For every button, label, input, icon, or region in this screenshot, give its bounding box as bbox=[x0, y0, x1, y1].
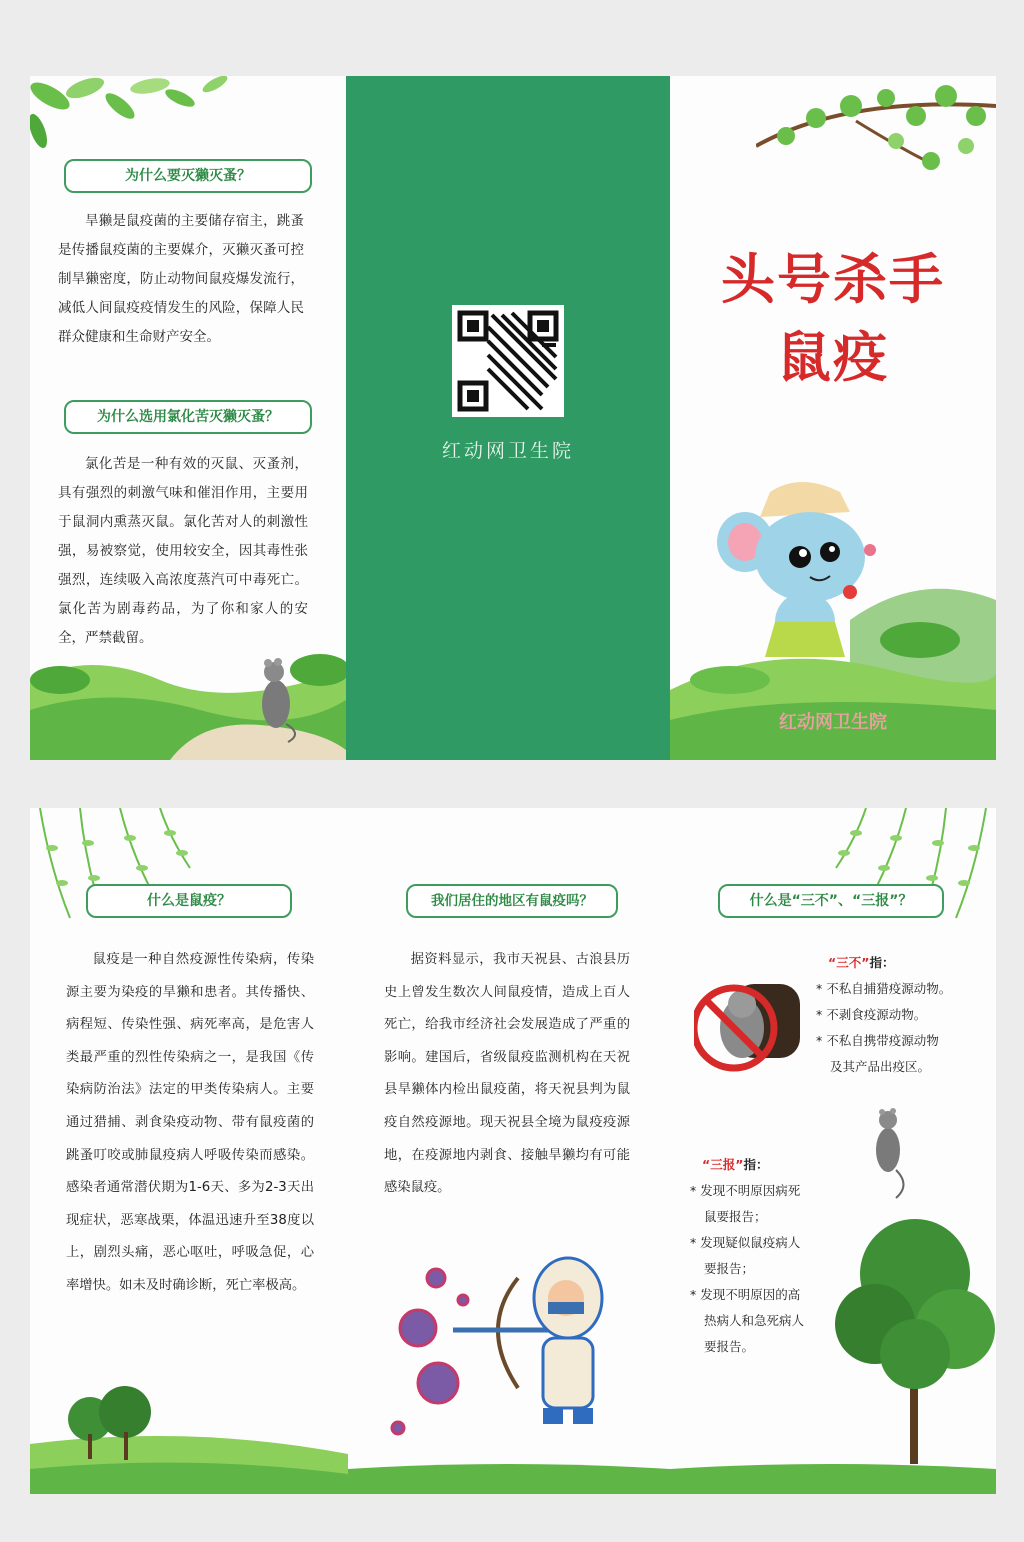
three-no-label: “三不” bbox=[828, 955, 870, 970]
main-title-line2: 鼠疫 bbox=[777, 326, 889, 389]
leaves-decoration bbox=[30, 76, 250, 156]
three-no-item: * 不剥食疫源动物。 bbox=[816, 1007, 927, 1022]
three-report-item: 要报告。 bbox=[704, 1339, 755, 1354]
qr-code bbox=[452, 305, 564, 417]
text-local-plague: 据资料显示，我市天祝县、古浪县历史上曾发生数次人间鼠疫情，造成上百人死亡，给我市经济社会发展造成了严重的影响。建国后，省级鼠疫监测机构在天祝县旱獭体内检出鼠疫菌，将天祝县判为鼠疫自然疫源地。现天祝县全境为鼠疫疫源地，在疫源地内剥食、接触旱獭均有可能感染鼠疫。 bbox=[384, 952, 630, 1196]
virus-archer-illustration bbox=[378, 1248, 628, 1448]
three-no-suffix: 指： bbox=[869, 955, 895, 970]
bottom-middle-panel bbox=[348, 808, 670, 1494]
no-rat-icon bbox=[694, 976, 804, 1086]
heading-what-is-plague: 什么是鼠疫？ bbox=[86, 884, 292, 918]
heading-why-chloropicrin: 为什么选用氯化苦灭獭灭蚤？ bbox=[64, 400, 312, 434]
three-report-suffix: 指： bbox=[743, 1157, 769, 1172]
heading-three-no-three-report: 什么是“三不”、“三报”？ bbox=[718, 884, 944, 918]
top-left-panel bbox=[30, 76, 346, 760]
grass-strip bbox=[670, 1454, 996, 1494]
three-no-item: 及其产品出疫区。 bbox=[830, 1059, 931, 1074]
bottom-right-panel bbox=[670, 808, 996, 1494]
three-report-item: 鼠要报告； bbox=[704, 1209, 767, 1224]
top-middle-panel bbox=[346, 76, 670, 760]
tree-illustration bbox=[830, 1204, 996, 1474]
three-report-label: “三报” bbox=[702, 1157, 744, 1172]
branch-decoration bbox=[756, 76, 996, 186]
three-no-item: * 不私自捕猎疫源动物。 bbox=[816, 981, 952, 996]
three-report-item: * 发现不明原因的高 bbox=[690, 1287, 801, 1302]
trees-meadow-illustration bbox=[30, 1384, 348, 1494]
three-report-item: 热病人和急死病人 bbox=[704, 1313, 805, 1328]
text-what-is-plague: 鼠疫是一种自然疫源性传染病，传染源主要为染疫的旱獭和患者。其传播快、病程短、传染性强、病死率高，是危害人类最严重的烈性传染病之一，是我国《传染病防治法》法定的甲类传染病人。主要通过猎捕、剥食染疫动物、带有鼠疫菌的跳蚤叮咬或肺鼠疫病人呼吸传染而感染。感染者通常潜伏期为1-6天、多为2-3天出现症状，恶寒战栗，体温迅速升至38度以上，剧烈头痛，恶心呕吐，呼吸急促，心率增快。如未及时确诊断，死亡率极高。 bbox=[66, 952, 314, 1293]
rat-icon bbox=[248, 654, 308, 744]
rat-icon bbox=[866, 1100, 916, 1200]
heading-why-kill: 为什么要灭獭灭蚤？ bbox=[64, 159, 312, 193]
three-report-block bbox=[690, 1152, 850, 1360]
bottom-left-panel bbox=[30, 808, 348, 1494]
org-watermark: 红动网卫生院 bbox=[779, 712, 887, 733]
mouse-mascot-icon bbox=[710, 472, 880, 672]
grass-strip bbox=[348, 1454, 670, 1494]
top-right-panel bbox=[670, 76, 996, 760]
main-title-line1: 头号杀手 bbox=[721, 248, 945, 311]
heading-local-plague: 我们居住的地区有鼠疫吗？ bbox=[406, 884, 618, 918]
org-name: 红动网卫生院 bbox=[441, 440, 574, 462]
three-report-item: 要报告； bbox=[704, 1261, 755, 1276]
three-no-block bbox=[816, 950, 991, 1080]
three-report-item: * 发现疑似鼠疫病人 bbox=[690, 1235, 801, 1250]
three-no-item: * 不私自携带疫源动物 bbox=[816, 1033, 939, 1048]
text-why-kill: 旱獭是鼠疫菌的主要储存宿主，跳蚤是传播鼠疫菌的主要媒介，灭獭灭蚤可控制旱獭密度，防止动物间鼠疫爆发流行，减低人间鼠疫疫情发生的风险，保障人民群众健康和生命财产安全。 bbox=[58, 213, 304, 345]
text-chloropicrin: 氯化苦是一种有效的灭鼠、灭蚤剂，具有强烈的刺激气味和催泪作用，主要用于鼠洞内熏蒸灭鼠。氯化苦对人的刺激性强，易被察觉，使用较安全，因其毒性张强烈，连续吸入高浓度蒸汽可中毒死亡。氯化苦为剧毒药品，为了你和家人的安全，严禁截留。 bbox=[58, 456, 308, 646]
three-report-item: * 发现不明原因病死 bbox=[690, 1183, 801, 1198]
